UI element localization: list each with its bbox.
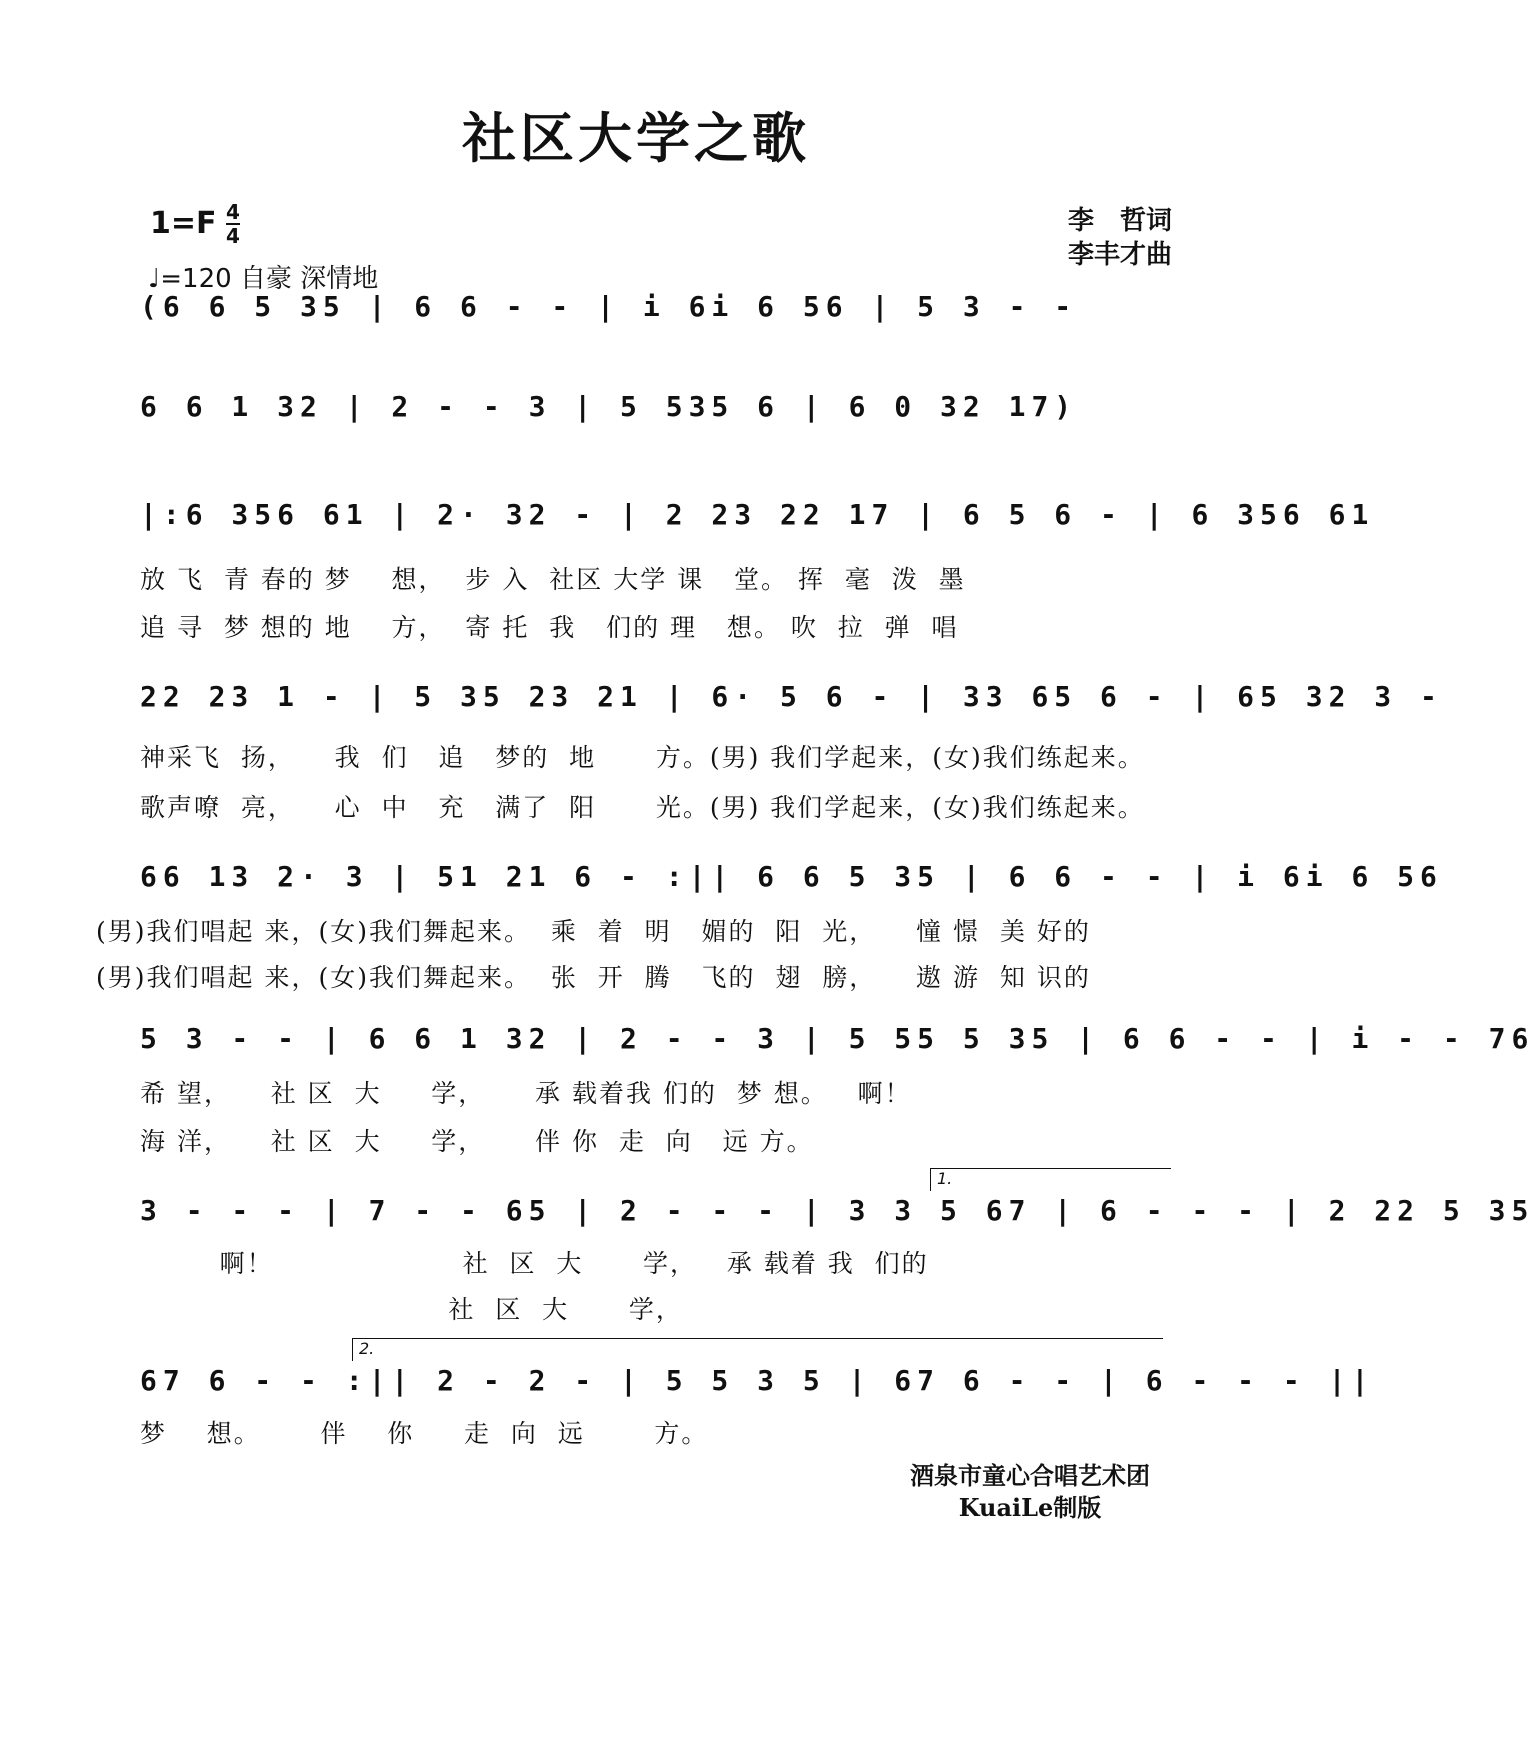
notes: 22 23 1 - | 5 35 23 21 | 6· 5 6 - | 33 65 6 - | 65 32 3 - — [140, 680, 1443, 713]
notes: 6 6 1 32 | 2 - - 3 | 5 535 6 | 6 0 32 17) — [140, 390, 1078, 423]
lyric-verse-2: 海 洋， 社 区 大 学， 伴 你 走 向 远 方。 — [140, 1127, 814, 1156]
lyric-verse-1: (男)我们唱起 来，(女)我们舞起来。 乘 着 明 媚的 阳 光， 憧 憬 美 好的 — [96, 917, 1091, 946]
lyric-verse-2: 社 区 大 学， — [140, 1295, 683, 1324]
notes: (6 6 5 35 | 6 6 - - | i 6i 6 56 | 5 3 - - — [140, 290, 1078, 323]
notation-line-4 — [140, 672, 1443, 722]
lyric-verse-2: 歌声嘹 亮， 心 中 充 满了 阳 光。(男) 我们学起来，(女)我们练起来。 — [140, 793, 1145, 822]
notes: 5 3 - - | 6 6 1 32 | 2 - - 3 | 5 55 5 35 | 6 6 - - | i - - 76 — [140, 1022, 1534, 1055]
footer-org: 酒泉市童心合唱艺术团 — [910, 1461, 1150, 1490]
notation-line-1 — [140, 282, 1170, 332]
footer-maker: KuaiLe制版 — [958, 1493, 1102, 1522]
volta-1: 1. — [930, 1168, 1171, 1191]
lyric-verse-1: 放 飞 青 春的 梦 想， 步 入 社区 大学 课 堂。 挥 毫 泼 墨 — [140, 565, 966, 594]
lyric-verse-2: (男)我们唱起 来，(女)我们舞起来。 张 开 腾 飞的 翅 膀， 遨 游 知 识的 — [96, 963, 1091, 992]
notes: 3 - - - | 7 - - 65 | 2 - - - | 3 3 5 67 | 6 - - - | 2 22 5 35 — [140, 1194, 1534, 1227]
page-title: 社区大学之歌 — [462, 106, 810, 170]
notation-line-7 — [140, 1186, 1534, 1236]
key-signature: 1=F — [150, 206, 217, 241]
lyric-verse-1: 梦 想。 伴 你 走 向 远 方。 — [140, 1419, 709, 1448]
volta-2: 2. — [352, 1338, 1163, 1361]
notes: 66 13 2· 3 | 51 21 6 - :|| 6 6 5 35 | 6 6 - - | i 6i 6 56 — [140, 860, 1443, 893]
composer-credit: 李丰才曲 — [1067, 240, 1172, 270]
notes: |:6 356 61 | 2· 32 - | 2 23 22 17 | 6 5 6 - | 6 356 61 — [140, 498, 1375, 531]
notes: 67 6 - - :|| 2 - 2 - | 5 5 3 5 | 67 6 - - | 6 - - - || — [140, 1364, 1375, 1397]
lyric-verse-2: 追 寻 梦 想的 地 方， 寄 托 我 们的 理 想。 吹 拉 弹 唱 — [140, 613, 959, 642]
notation-line-2 — [140, 382, 1170, 432]
notation-line-8 — [140, 1356, 1375, 1406]
lyric-verse-1: 啊！ 社 区 大 学， 承 载着 我 们的 — [140, 1249, 929, 1278]
lyric-verse-1: 希 望， 社 区 大 学， 承 载着我 们的 梦 想。 啊！ — [140, 1079, 912, 1108]
time-signature: 4 4 — [226, 200, 240, 248]
tempo-marking: ♩=120 自豪 深情地 — [148, 264, 379, 294]
lyric-verse-1: 神采飞 扬， 我 们 追 梦的 地 方。(男) 我们学起来，(女)我们练起来。 — [140, 743, 1145, 772]
notation-line-5 — [140, 852, 1443, 902]
notation-line-3 — [140, 490, 1375, 540]
lyricist-credit: 李 哲词 — [1067, 206, 1172, 236]
notation-line-6 — [140, 1014, 1534, 1064]
